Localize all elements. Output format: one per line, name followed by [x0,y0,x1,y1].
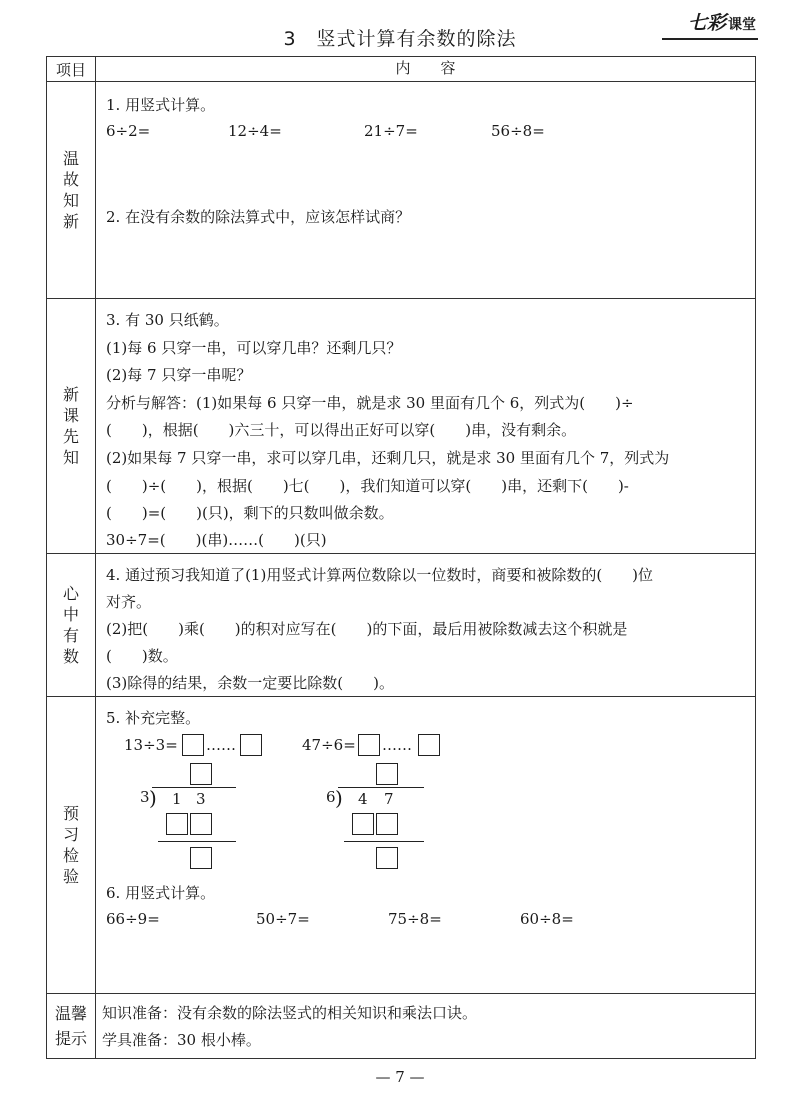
equation-b: 47÷6= [302,736,356,754]
tips-line-1: 知识准备：没有余数的除法竖式的相关知识和乘法口诀。 [102,1004,478,1022]
section-label-tips: 温馨提示 [54,1004,87,1048]
heart-line: 对齐。 [106,593,152,611]
division-bar [338,787,424,788]
q1-item: 6÷2= [106,122,151,140]
new-line: ( )=( )(只)，剩下的只数叫做余数。 [106,504,394,522]
dividend-digit: 1 [172,790,182,808]
answer-box[interactable] [190,813,212,835]
answer-box[interactable] [358,734,380,756]
question-2: 2. 在没有余数的除法算式中，应该怎样试商？ [106,208,411,226]
header-content: 内 容 [96,57,756,82]
section-label-heart: 心中有数 [62,584,79,666]
subtraction-line [158,841,236,842]
answer-box[interactable] [418,734,440,756]
answer-box[interactable] [376,813,398,835]
section-new [47,299,756,554]
new-content [96,299,756,554]
tips-content [96,994,756,1059]
answer-box[interactable] [182,734,204,756]
tips-line-2: 学具准备：30 根小棒。 [102,1031,261,1049]
question-1: 1. 用竖式计算。 [106,96,216,114]
section-review [47,82,756,299]
section-label-new: 新课先知 [62,385,79,467]
q6-item: 50÷7= [256,910,310,928]
new-line: ( )÷( )，根据( )七( )，我们知道可以穿( )串，还剩下( )- [106,477,629,495]
dividend-digit: 4 [358,790,368,808]
division-bracket: ) [335,786,343,810]
heart-line: 4. 通过预习我知道了(1)用竖式计算两位数除以一位数时，商要和被除数的( )位 [106,566,654,584]
heart-content [96,554,756,697]
q6-item: 75÷8= [388,910,442,928]
new-line: (2)每 7 只穿一串呢？ [106,366,252,384]
divisor: 3 [140,788,150,806]
new-line: ( )，根据( )六三十，可以得出正好可以穿( )串，没有剩余。 [106,421,577,439]
heart-line: (2)把( )乘( )的积对应写在( )的下面，最后用被除数减去这个积就是 [106,620,628,638]
answer-box[interactable] [240,734,262,756]
dots: …… [206,736,236,754]
logo-suffix: 课堂 [728,17,756,33]
divisor: 6 [326,788,336,806]
answer-box[interactable] [190,763,212,785]
section-tips [47,994,756,1059]
logo-underline [662,38,758,40]
page-title: 3 竖式计算有余数的除法 [283,28,517,50]
heart-line: ( )数。 [106,647,178,665]
new-line: 3. 有 30 只纸鹤。 [106,311,229,329]
heart-line: (3)除得的结果，余数一定要比除数( )。 [106,674,394,692]
answer-box[interactable] [376,847,398,869]
table-header [47,57,756,82]
new-line: (1)每 6 只穿一串，可以穿几串？还剩几只？ [106,339,402,357]
section-label-preview: 预习检验 [62,804,79,886]
q6-item: 60÷8= [520,910,574,928]
section-heart [47,554,756,697]
header-project: 项目 [47,57,96,82]
equation-a: 13÷3= [124,736,178,754]
question-6: 6. 用竖式计算。 [106,884,216,902]
answer-box[interactable] [376,763,398,785]
answer-box[interactable] [166,813,188,835]
question-5: 5. 补充完整。 [106,709,201,727]
division-bar [152,787,236,788]
new-line: 30÷7=( )(串)……( )(只) [106,531,327,549]
q6-item: 66÷9= [106,910,160,928]
q1-item: 21÷7= [364,122,418,140]
dividend-digit: 7 [384,790,394,808]
logo-brand: 七彩 [687,12,726,34]
section-preview [47,697,756,994]
dots: …… [382,736,412,754]
preview-content [96,697,756,994]
division-bracket: ) [149,786,157,810]
answer-box[interactable] [190,847,212,869]
section-label-review: 温故知新 [62,149,79,231]
q1-item: 12÷4= [228,122,282,140]
subtraction-line [344,841,424,842]
review-content [96,82,756,299]
answer-box[interactable] [352,813,374,835]
dividend-digit: 3 [196,790,206,808]
new-line: 分析与解答：(1)如果每 6 只穿一串，就是求 30 里面有几个 6，列式为( )÷ [106,394,634,412]
q1-item: 56÷8= [491,122,545,140]
worksheet-table [46,56,756,1059]
new-line: (2)如果每 7 只穿一串，求可以穿几串，还剩几只，就是求 30 里面有几个 7，列式为 [106,449,670,467]
publisher-logo [688,8,756,35]
page-number: — 7 — [375,1068,425,1086]
